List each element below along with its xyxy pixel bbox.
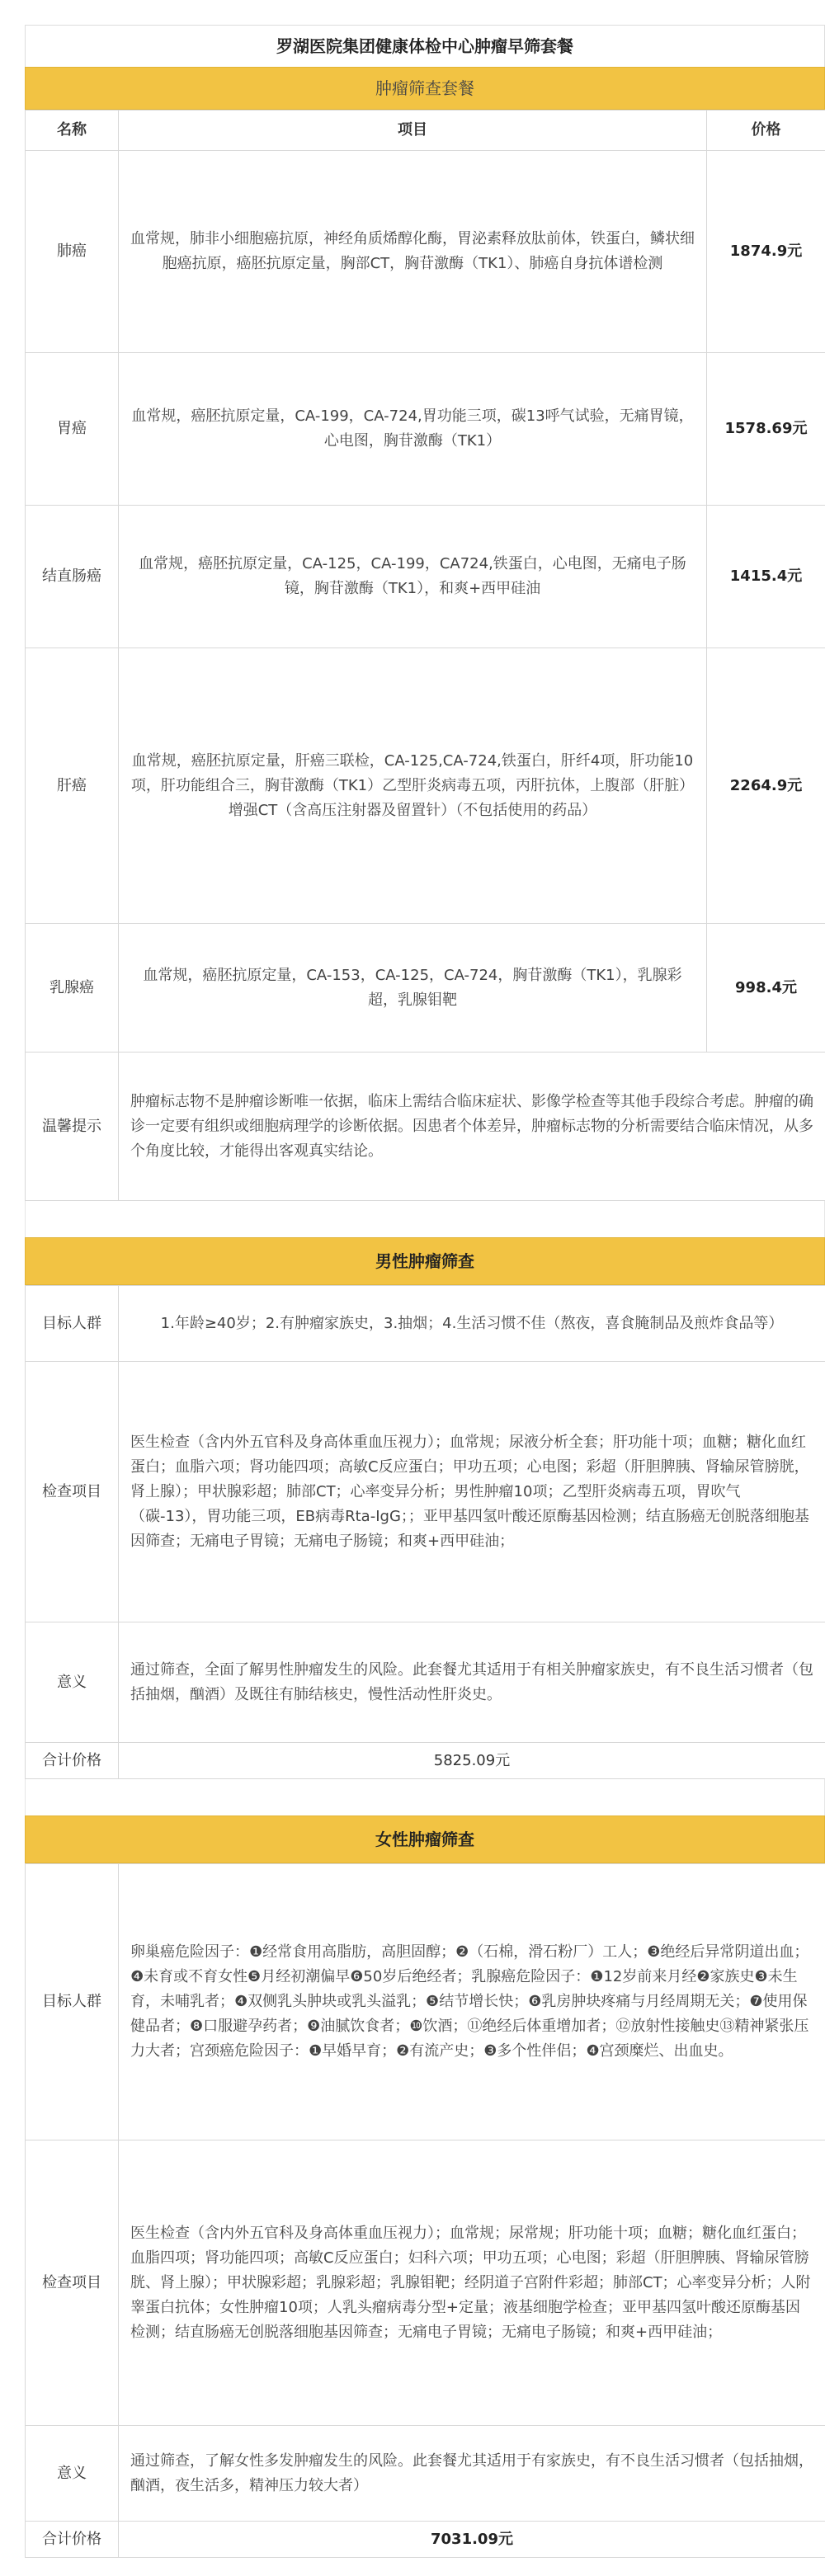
section-spacer (25, 1201, 825, 1237)
column-header-items: 项目 (119, 111, 707, 151)
package-name: 胃癌 (26, 353, 119, 506)
target-text: 卵巢癌危险因子：❶经常食用高脂肪，高胆固醇；❷（石棉，滑石粉厂）工人；❸绝经后异常阴道出血；❹未育或不育女性❺月经初潮偏早❻50岁后绝经者；乳腺癌危险因子：❶12岁前来月经❷家族史❸未生育，未哺乳者；❹双侧乳头肿块或乳头溢乳；❺结节增长快；❻乳房肿块疼痛与月经周期无关；❼使用保健品者；❽口服避孕药者；❾油腻饮食者；❿饮酒；⑪绝经后体重增加者；⑫放射性接触史⑬精神紧张压力大者；宫颈癌危险因子：❶早婚早育；❷有流产史；❸多个性伴侣；❹宫颈糜烂、出血史。 (119, 1864, 825, 2140)
package-name: 肺癌 (26, 151, 119, 353)
exam-text: 医生检查（含内外五官科及身高体重血压视力）；血常规；尿常规；肝功能十项；血糖；糖化血红蛋白；血脂四项；肾功能四项；高敏C反应蛋白；妇科六项；甲功五项；心电图；彩超（肝胆脾胰、肾输尿管膀胱、肾上腺）；甲状腺彩超；乳腺彩超；乳腺钼靶；经阴道子宫附件彩超；肺部CT；心率变异分析；人附睾蛋白抗体；女性肿瘤10项；人乳头瘤病毒分型+定量；液基细胞学检查；亚甲基四氢叶酸还原酶基因检测；结直肠癌无创脱落细胞基因筛查；无痛电子胃镜；无痛电子肠镜；和爽+西甲硅油； (119, 2140, 825, 2426)
package-price: 1874.9元 (707, 151, 825, 353)
female-meaning-row (26, 2426, 825, 2522)
female-section-header: 女性肿瘤筛查 (25, 1815, 825, 1863)
package-table (25, 110, 825, 1201)
female-table (25, 1863, 825, 2558)
meaning-text: 通过筛查，了解女性多发肿瘤发生的风险。此套餐尤其适用于有家族史，有不良生活习惯者（包括抽烟，酗酒，夜生活多，精神压力较大者） (119, 2426, 825, 2522)
table-row (26, 924, 825, 1053)
male-total-row (26, 1743, 825, 1779)
package-price: 1415.4元 (707, 506, 825, 648)
package-items: 血常规，癌胚抗原定量，CA-153，CA-125，CA-724，胸苷激酶（TK1），乳腺彩超，乳腺钼靶 (119, 924, 707, 1053)
target-label: 目标人群 (26, 1864, 119, 2140)
exam-label: 检查项目 (26, 1362, 119, 1622)
document (25, 25, 825, 2558)
female-total-row (26, 2522, 825, 2558)
package-items: 血常规，癌胚抗原定量，肝癌三联检，CA-125,CA-724,铁蛋白，肝纤4项，肝功能10项，肝功能组合三，胸苷激酶（TK1）乙型肝炎病毒五项，丙肝抗体，上腹部（肝脏）增强CT（含高压注射器及留置针）（不包括使用的药品） (119, 648, 707, 924)
package-items: 血常规，癌胚抗原定量，CA-125，CA-199，CA724,铁蛋白，心电图，无痛电子肠镜，胸苷激酶（TK1），和爽+西甲硅油 (119, 506, 707, 648)
meaning-text: 通过筛查，全面了解男性肿瘤发生的风险。此套餐尤其适用于有相关肿瘤家族史，有不良生活习惯者（包括抽烟，酗酒）及既往有肺结核史，慢性活动性肝炎史。 (119, 1622, 825, 1743)
total-label: 合计价格 (26, 2522, 119, 2558)
package-price: 998.4元 (707, 924, 825, 1053)
package-section-header: 肿瘤筛查套餐 (25, 67, 825, 110)
package-items: 血常规，癌胚抗原定量，CA-199，CA-724,胃功能三项，碳13呼气试验，无痛胃镜，心电图，胸苷激酶（TK1） (119, 353, 707, 506)
column-header-price: 价格 (707, 111, 825, 151)
female-target-row (26, 1864, 825, 2140)
exam-label: 检查项目 (26, 2140, 119, 2426)
section-spacer (25, 1779, 825, 1815)
tip-label: 温馨提示 (26, 1053, 119, 1201)
column-header-name: 名称 (26, 111, 119, 151)
package-price: 1578.69元 (707, 353, 825, 506)
target-label: 目标人群 (26, 1286, 119, 1362)
package-name: 结直肠癌 (26, 506, 119, 648)
table-row (26, 353, 825, 506)
target-text: 1.年龄≥40岁；2.有肿瘤家族史，3.抽烟；4.生活习惯不佳（熬夜，喜食腌制品及煎炸食品等） (119, 1286, 825, 1362)
total-label: 合计价格 (26, 1743, 119, 1779)
table-row (26, 648, 825, 924)
male-meaning-row (26, 1622, 825, 1743)
table-header-row (26, 111, 825, 151)
tip-text: 肿瘤标志物不是肿瘤诊断唯一依据，临床上需结合临床症状、影像学检查等其他手段综合考虑。肿瘤的确诊一定要有组织或细胞病理学的诊断依据。因患者个体差异，肿瘤标志物的分析需要结合临床情况，从多个角度比较，才能得出客观真实结论。 (119, 1053, 825, 1201)
table-row (26, 506, 825, 648)
total-price: 5825.09元 (119, 1743, 825, 1779)
male-table (25, 1285, 825, 1779)
male-exam-row (26, 1362, 825, 1622)
package-price: 2264.9元 (707, 648, 825, 924)
package-name: 肝癌 (26, 648, 119, 924)
total-price: 7031.09元 (119, 2522, 825, 2558)
package-items: 血常规，肺非小细胞癌抗原，神经角质烯醇化酶，胃泌素释放肽前体，铁蛋白，鳞状细胞癌抗原，癌胚抗原定量，胸部CT，胸苷激酶（TK1）、肺癌自身抗体谱检测 (119, 151, 707, 353)
male-section-header: 男性肿瘤筛查 (25, 1237, 825, 1285)
meaning-label: 意义 (26, 1622, 119, 1743)
male-target-row (26, 1286, 825, 1362)
exam-text: 医生检查（含内外五官科及身高体重血压视力）；血常规；尿液分析全套；肝功能十项；血糖；糖化血红蛋白；血脂六项；肾功能四项；高敏C反应蛋白；甲功五项；心电图；彩超（肝胆脾胰、肾输尿管膀胱，肾上腺）；甲状腺彩超；肺部CT；心率变异分析；男性肿瘤10项；乙型肝炎病毒五项，胃吹气（碳-13），胃功能三项，EB病毒Rta-IgG；；亚甲基四氢叶酸还原酶基因检测；结直肠癌无创脱落细胞基因筛查；无痛电子胃镜；无痛电子肠镜；和爽+西甲硅油； (119, 1362, 825, 1622)
tip-row (26, 1053, 825, 1201)
table-row (26, 151, 825, 353)
page-title: 罗湖医院集团健康体检中心肿瘤早筛套餐 (25, 25, 825, 67)
package-name: 乳腺癌 (26, 924, 119, 1053)
meaning-label: 意义 (26, 2426, 119, 2522)
female-exam-row (26, 2140, 825, 2426)
